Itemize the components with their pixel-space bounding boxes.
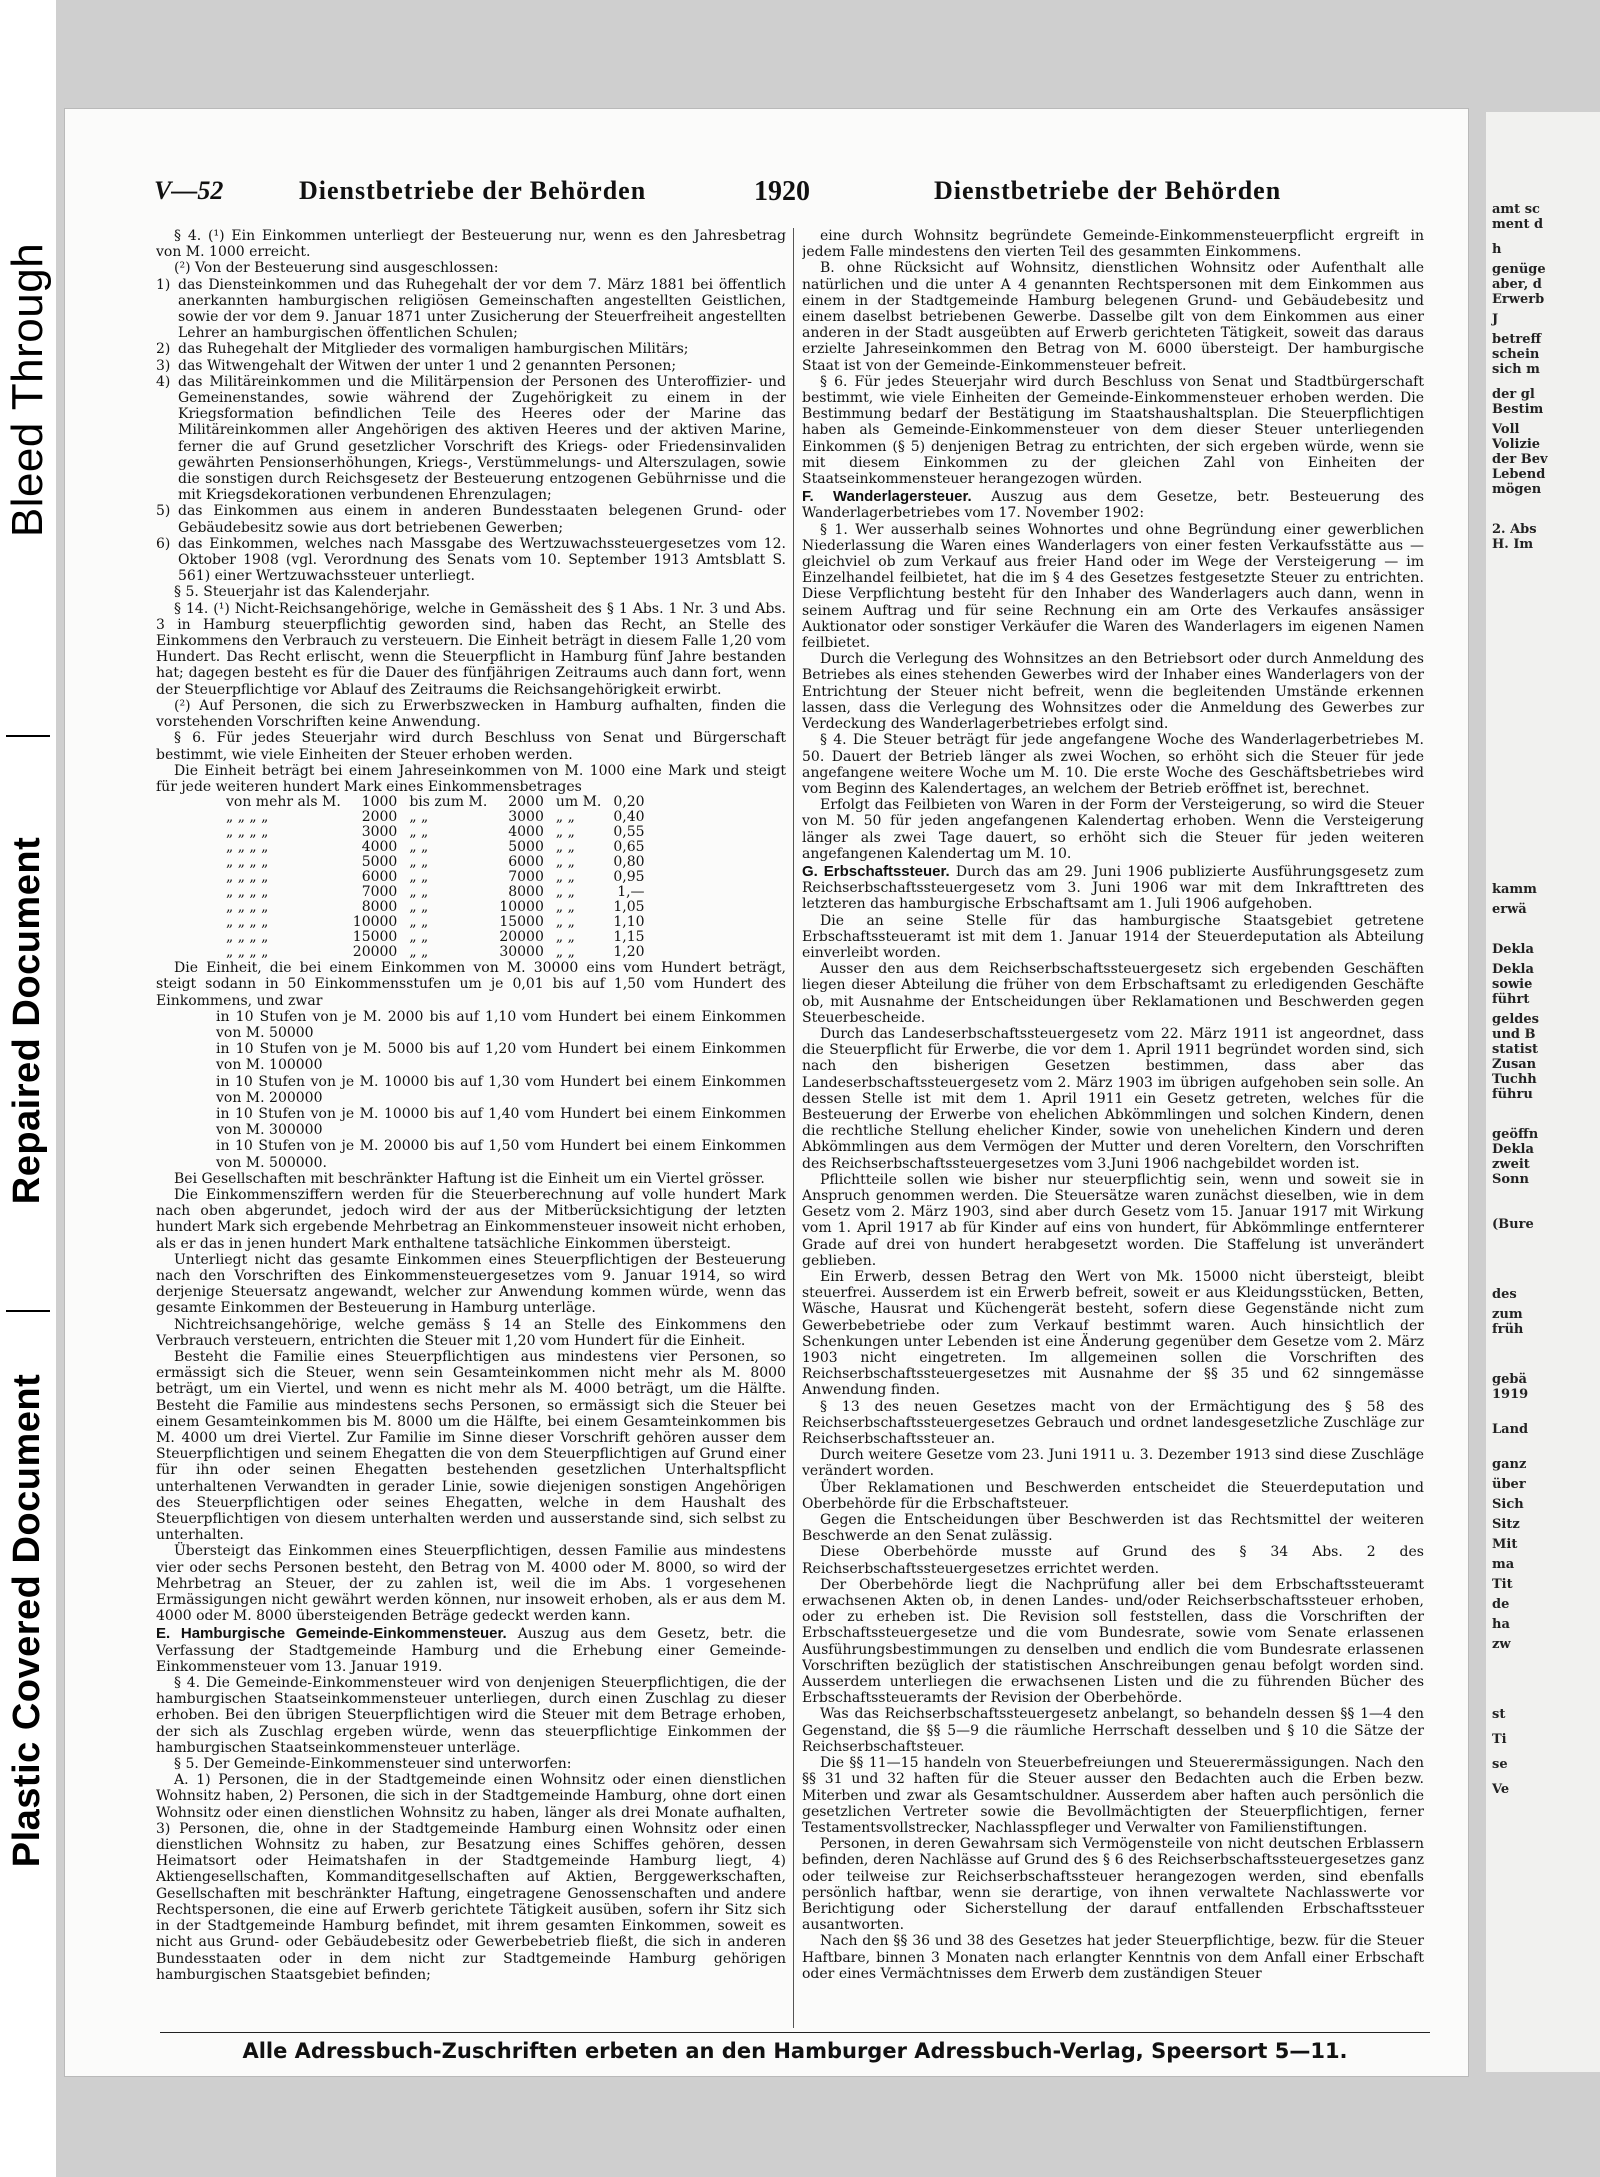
paragraph: Pflichtteile sollen wie bisher nur steuerpflichtig sein, wenn und soweit sie in Anspruch genommen werden. Die Steuersätze waren zunächst dieselben, wie in dem Gesetz vom 2. März 1903, sind aber durch Gesetz vom 15. Januar 1917 mit Wirkung vom 1. April 1917 ab für Kinder auf eins von hundert, für Abkömmlinge entfernterer Grade auf drei von hundert herabgesetzt worden. Die Staffelung ist unverändert geblieben. [802,1171,1424,1269]
neighbor-text-fragment: Bestim [1492,402,1544,417]
rate-row: „ „ „ „ 6000 „ „ 7000 „ „ 0,95 [226,869,645,886]
page-footer: Alle Adressbuch-Zuschriften erbeten an den Hamburger Adressbuch-Verlag, Speersort 5—11. [160,2032,1430,2063]
rate-row: „ „ „ „ 7000 „ „ 8000 „ „ 1,— [226,884,645,901]
neighbor-text-fragment: J [1492,312,1499,327]
neighbor-text-fragment: ganz [1492,1457,1527,1472]
paragraph: § 13 des neuen Gesetzes macht von der Ermächtigung des § 58 des Reichserbschaftssteuergesetzes Gebrauch und ordnet landesgesetzliche Zuschläge zur Reichserbschaftssteuer an. [802,1398,1424,1448]
paragraph: B. ohne Rücksicht auf Wohnsitz, dienstlichen Wohnsitz oder Aufenthalt alle natürlichen und die unter A 4 genannten Rechtspersonen mit dem Einkommen aus einem in der Stadtgemeinde Hamburg belegenen Grund- und Gebäudebesitz und einem daselbst betriebenen Gewerbe. Dasselbe gilt von dem Einkommen aus einer anderen in der Stadt ausgeübten auf Erwerb gerichteten Tätigkeit, soweit das daraus erzielte Jahreseinkommen den Betrag von M. 6000 übersteigt. Der hamburgische Staat ist von der Gemeinde-Einkommensteuer befreit. [802,260,1424,374]
step-line: in 10 Stufen von je M. 2000 bis auf 1,10 vom Hundert bei einem Einkommen von M. 50000 [216,1008,786,1041]
section-heading: G. Erbschaftssteuer. Durch das am 29. Juni 1906 publizierte Ausführungsgesetz zum Reichserbschaftssteuergesetz vom 3. Juni 1906 war mit dem Inkrafttreten des letzteren das hamburgische Erbschaftsamt am 1. Juli 1906 aufgehoben. [802,862,1424,913]
paragraph: Unterliegt nicht das gesamte Einkommen eines Steuerpflichtigen der Besteuerung nach den Vorschriften des Einkommensteuergesetzes vom 9. Januar 1914, so wird derjenige Steuersatz angewandt, welcher zur Anwendung kommen würde, wenn das gesamte Einkommen der Besteuerung in Hamburg unterläge. [156,1251,786,1317]
paragraph: Bei Gesellschaften mit beschränkter Haftung ist die Einheit um ein Viertel grösser. [174,1170,765,1187]
paragraph: Nach den §§ 36 und 38 des Gesetzes hat jeder Steuerpflichtige, bezw. für die Steuer Haftbare, binnen 3 Monaten nach erlangter Kenntnis von dem Anfall einer Erbschaft oder eines Vermächtnisses dem Erwerb dem zuständigen Steuer [802,1933,1424,1982]
neighbor-text-fragment: statist [1492,1042,1539,1057]
neighbor-text-fragment: der Bev [1492,452,1548,467]
neighbor-text-fragment: Dekla [1492,942,1534,957]
neighbor-text-fragment: und B [1492,1027,1536,1042]
step-line: in 10 Stufen von je M. 10000 bis auf 1,30 vom Hundert bei einem Einkommen von M. 200000 [216,1073,786,1106]
neighbor-text-fragment: Volizie [1492,437,1541,452]
paragraph: § 4. Die Gemeinde-Einkommensteuer wird von denjenigen Steuerpflichtigen, die der hamburgischen Staatseinkommensteuer unterliegen, durch einen Zuschlag zu dieser erhoben. Bei den übrigen Steuerpflichtigen wird die Steuer mit dem Betrage erhoben, der sich als Zuschlag ergeben würde, wenn das steuerpflichtige Einkommen der hamburgischen Staatseinkommensteuer unterläge. [156,1675,786,1756]
paragraph: Übersteigt das Einkommen eines Steuerpflichtigen, dessen Familie aus mindestens vier oder sechs Personen besteht, den Betrag von M. 4000 oder M. 8000, so wird der Mehrbetrag an Steuer, der zu zahlen ist, weil die im Abs. 1 vorgesehenen Ermässigungen nicht gewährt werden können, nur insoweit erhoben, als er aus dem M. 4000 oder M. 8000 übersteigenden Beträge gedeckt werden kann. [156,1543,786,1625]
exemption-item: 2) das Ruhegehalt der Mitglieder des vormaligen hamburgischen Militärs; [156,341,689,358]
paragraph: Der Oberbehörde liegt die Nachprüfung aller bei dem Erbschaftssteueramt erwachsenen Akten ob, in denen Landes- und/oder Reichserbschaftssteuer erhoben, oder zu erheben ist. Die Revision soll feststellen, dass die Vorschriften der Erbschaftssteuergesetze und die vom Bundesrate, sowie vom Senate erlassenen Ausführungsbestimmungen zu denselben und endlich die vom Bundesrate erlassenen Vorschriften bezüglich der statistischen Anschreibungen genau befolgt worden sind. Ausserdem unterliegen die erwachsenen Listen und die zu führenden Bücher des Erbschaftssteueramts der Revision der Oberbehörde. [802,1576,1424,1707]
rate-row: „ „ „ „ 2000 „ „ 3000 „ „ 0,40 [226,809,645,826]
neighbor-text-fragment: 1919 [1492,1387,1529,1402]
rate-row: „ „ „ „ 4000 „ „ 5000 „ „ 0,65 [226,839,645,856]
exemption-item: 1) das Diensteinkommen und das Ruhegehalt der vor dem 7. März 1881 bei öffentlich anerkannten hamburgischen religiösen Gemeinschaften angestellten Geistlichen, sowie der vor dem 9. Januar 1871 unter Zusicherung der Steuerfreiheit angestellten Lehrer an hamburgischen öffentlichen Schulen; [156,276,786,342]
neighbor-text-fragment: Sonn [1492,1172,1529,1187]
right-column [802,228,1424,2028]
paragraph: § 4. Die Steuer beträgt für jede angefangene Woche des Wanderlagerbetriebes M. 50. Dauert der Betrieb länger als zwei Wochen, so erhöht sich die Steuer für jede angefangene weitere Woche um M. 10. Die erste Woche des Geschäftsbetriebes wird vom Beginn des Kalendertages, an welchem der Betrieb eröffnet ist, berechnet. [802,732,1424,797]
neighbor-text-fragment: Tuchh [1492,1072,1537,1087]
label-bleed-through: Bleed Through [3,242,53,538]
neighbor-text-fragment: erwä [1492,902,1527,917]
exemption-item: 5) das Einkommen aus einem in anderen Bundesstaaten belegenen Grund- oder Gebäudebesitz sowie aus dort betriebenen Gewerben; [156,503,786,536]
step-line: in 10 Stufen von je M. 10000 bis auf 1,40 vom Hundert bei einem Einkommen von M. 300000 [216,1105,786,1139]
paragraph: Durch die Verlegung des Wohnsitzes an den Betriebsort oder durch Anmeldung des Betriebes als eines stehenden Gewerbes wird der Inhaber eines Wanderlagers von der Entrichtung der Steuer nicht befreit, wenn die begleitenden Umstände erkennen lassen, dass die Verlegung des Wohnsitzes oder die Anmeldung des Gewerbes zur Verdeckung des Wanderlagerbetriebes erfolgt sind. [802,651,1424,733]
neighbor-text-fragment: Land [1492,1422,1529,1437]
paragraph: Besteht die Familie eines Steuerpflichtigen aus mindestens vier Personen, so ermässigt sich die Steuer, wenn sein Gesamteinkommen nicht mehr als M. 8000 beträgt, um ein Viertel, und wenn es nicht mehr als M. 4000 beträgt, um die Hälfte. Besteht die Familie aus mindestens sechs Personen, so ermässigt sich die Steuer bei einem Gesamteinkommen bis M. 8000 um die Hälfte, bei einem Gesamteinkommen bis M. 4000 um drei Viertel. Zur Familie im Sinne dieser Vorschrift gehören ausser dem Steuerpflichtigen und seinem Ehegatten die von dem Steuerpflichtigen auf Grund einer für ihn oder seinen Ehegatten bestehenden gesetzlichen Unterhaltspflicht unterhaltenen Verwandten in gerader Linie, sowie diejenigen sonstigen Angehörigen des Steuerpflichtigen oder seines Ehegatten, welche in dem Haushalt des Steuerpflichtigen von diesem unterhalten werden und ausserstande sind, sich selbst zu unterhalten. [156,1348,786,1544]
paragraph: § 5. Steuerjahr ist das Kalenderjahr. [174,584,431,601]
paragraph: § 6. Für jedes Steuerjahr wird durch Beschluss von Senat und Stadtbürgerschaft bestimmt, wie viele Einheiten der Gemeinde-Einkommensteuer erhoben werden. Die Bestimmung bedarf der Bestätigung im Staatshaushaltsplan. Die Steuerpflichtigen haben als Gemeinde-Einkommensteuer von dem dieser Steuer unterliegenden Einkommen (§ 5) denjenigen Betrag zu entrichten, der sich ergeben würde, wenn sie mit diesem Einkommen zu der gleichen Zahl von Einheiten der Staatseinkommensteuer herangezogen würden. [802,373,1424,488]
paragraph: § 1. Wer ausserhalb seines Wohnortes und ohne Begründung einer gewerblichen Niederlassung die Waren eines Wanderlagers von einer festen Verkaufsstätte aus — gleichviel ob zum Verkauf aus freier Hand oder im Wege der Versteigerung — im Einzelhandel feilbietet, hat die im § 4 des Gesetzes festgesetzte Steuer zu entrichten. Diese Verpflichtung besteht für den Inhaber des Wanderlagers auch dann, wenn in seinem Auftrag und für seine Rechnung ein am Orte des Verkaufes ansässiger Auktionator oder sonstiger Verkäufer die Waren des Wanderlagers im eigenen Namen feilbietet. [802,521,1424,652]
paragraph: Personen, in deren Gewahrsam sich Vermögensteile von nicht deutschen Erblassern befinden, deren Nachlässe auf Grund des § 6 des Reichserbschaftssteuergesetzes ganz oder teilweise zur Reichserbschaftssteuer herangezogen werden, sind ebenfalls persönlich haftbar, wenn sie derartige, von ihnen verwaltete Nachlasswerte vor Berichtigung oder Sicherstellung der darauf entfallenden Erbschaftssteuer ausantworten. [802,1836,1424,1934]
neighbor-text-fragment: Mit [1492,1537,1518,1552]
side-label-strip [0,0,56,2177]
label-repaired-document: Repaired Document [6,836,49,1204]
paragraph: Die §§ 11—15 handeln von Steuerbefreiungen und Steuerermässigungen. Nach den §§ 31 und 32 haften für die Steuer ausser den Bedachten auch die Erben bezw. Miterben und zwar als Gesamtschuldner. Ausserdem aber haften auch persönlich die gesetzlichen Vertreter sowie die Bevollmächtigten der Steuerpflichtigen, ferner Testamentsvollstrecker, Nachlasspfleger und Verwalter von Familienstiftungen. [802,1755,1424,1836]
paragraph: Durch das Landeserbschaftssteuergesetz vom 22. März 1911 ist angeordnet, dass die Steuerpflicht für Erwerbe, die vor dem 1. April 1911 begründet worden sind, sich nach den bisherigen Gesetzen bestimmen, dass aber das Landeserbschaftssteuergesetz vom 2. März 1903 im übrigen aufgehoben sein solle. An dessen Stelle ist mit dem 1. April 1911 ein Gesetz getreten, welches für die Besteuerung der Erwerbe von ehelichen Abkömmlingen und solchen Kindern, denen die rechtliche Stellung ehelicher Kinder, sowie von unehelichen Kindern und deren Abkömmlingen aus dem Vermögen der Mutter und deren Voreltern, den Vorschriften des Reichserbschaftssteuergesetzes vom 3.Juni 1906 nachgebildet worden ist. [802,1025,1424,1172]
paragraph: A. 1) Personen, die in der Stadtgemeinde einen Wohnsitz oder einen dienstlichen Wohnsitz haben, 2) Personen, die sich in der Stadtgemeinde Hamburg, ohne dort einen Wohnsitz oder einen dienstlichen Wohnsitz zu haben, länger als drei Monate aufhalten, 3) Personen, die, ohne in der Stadtgemeinde Hamburg einen Wohnsitz oder einen dienstlichen Wohnsitz zu haben, zur Besatzung eines Schiffes gehören, dessen Heimatsort oder Heimatshafen in der Stadtgemeinde Hamburg liegt, 4) Aktiengesellschaften, Kommanditgesellschaften auf Aktien, Berggewerkschaften, Gesellschaften mit beschränkter Haftung, eingetragene Genossenschaften und andere Rechtspersonen, die eine auf Erwerb gerichtete Tätigkeit ausüben, sofern ihr Sitz sich in der Stadtgemeinde Hamburg befindet, mit ihrem gesamten Einkommen, soweit es nicht aus Grund- oder Gebäudebesitz oder Gewerbebetrieb fließt, die sich in anderen Bundesstaaten oder in dem nicht zur Stadtgemeinde Hamburg gehörigen hamburgischen Staatsgebiet befinden; [156,1772,786,1983]
neighbor-text-fragment: aber, d [1492,277,1542,292]
neighbor-text-fragment: Sich [1492,1497,1524,1512]
neighbor-text-fragment: de [1492,1597,1510,1612]
rate-row: „ „ „ „ 8000 „ „ 10000 „ „ 1,05 [226,899,645,916]
label-divider [6,1310,50,1312]
left-column [156,228,786,2028]
paragraph: Die Einkommensziffern werden für die Steuerberechnung auf volle hundert Mark nach oben abgerundet, jedoch wird der aus der Mitberücksichtigung der letzten hundert Mark sich ergebende Mehrbetrag an Einkommensteuer insoweit nicht erhoben, als er das in jenen hundert Mark enthaltene tatsächliche Einkommen übersteigt. [156,1186,786,1252]
neighbor-text-fragment: zweit [1492,1157,1530,1172]
rate-row: „ „ „ „ 20000 „ „ 30000 „ „ 1,20 [226,944,645,961]
neighbor-text-fragment: Tit [1492,1577,1513,1592]
neighbor-text-fragment: 2. Abs [1492,522,1537,537]
neighbor-text-fragment: gebä [1492,1372,1527,1387]
neighbor-text-fragment: kamm [1492,882,1537,897]
neighbor-text-fragment: früh [1492,1322,1524,1337]
neighbor-text-fragment: zw [1492,1637,1511,1652]
neighbor-text-fragment: betreff [1492,332,1542,347]
running-title-left: Dienstbetriebe der Behörden [299,176,647,205]
paragraph: Die an seine Stelle für das hamburgische Staatsgebiet getretene Erbschaftssteueramt ist mit dem 1. Januar 1914 der Steuerdeputation als Abteilung einverleibt worden. [802,912,1424,961]
neighbor-page-edge [1486,112,1600,2072]
neighbor-text-fragment: amt sc [1492,202,1540,217]
exemption-item: 3) das Witwengehalt der Witwen der unter 1 und 2 genannten Personen; [156,357,677,374]
neighbor-text-fragment: se [1492,1757,1508,1772]
rate-row: von mehr als M. 1000 bis zum M. 2000 um M. 0,20 [226,794,645,811]
neighbor-text-fragment: ment d [1492,217,1544,232]
neighbor-text-fragment: mögen [1492,482,1542,497]
neighbor-text-fragment: geldes [1492,1012,1539,1027]
paragraph: Diese Oberbehörde musste auf Grund des § 34 Abs. 2 des Reichserbschaftssteuergesetzes errichtet werden. [802,1544,1424,1577]
section-heading: F. Wanderlagersteuer. Auszug aus dem Gesetze, betr. Besteuerung des Wanderlagerbetriebes vom 17. November 1902: [802,488,1424,522]
neighbor-text-fragment: Erwerb [1492,292,1545,307]
neighbor-text-fragment: führu [1492,1087,1533,1102]
paragraph: (²) Von der Besteuerung sind ausgeschlossen: [174,260,499,277]
neighbor-text-fragment: führt [1492,992,1530,1007]
label-plastic-covered-document: Plastic Covered Document [6,1373,49,1867]
neighbor-text-fragment: zum [1492,1307,1523,1322]
neighbor-text-fragment: Voll [1492,422,1520,437]
label-divider [6,735,50,737]
exemption-item: 6) das Einkommen, welches nach Massgabe des Wertzuwachssteuergesetzes vom 12. Oktober 1908 (vgl. Verordnung des Senats vom 10. September 1913 Amtsblatt S. 561) einer Wertzuwachssteuer unterliegt. [156,535,786,585]
page-sheet [64,108,1469,2077]
exemption-item: 4) das Militäreinkommen und die Militärpension der Personen des Unteroffizier- und Gemeinenstandes, sowie während der Zugehörigkeit zu einem in der Kriegsformation befindlichen Teile des Heeres oder der Marine das Militäreinkommen aller Angehörigen des aktiven Heeres und der aktiven Marine, ferner die auf Grund gesetzlicher Vorschrift des Kriegs- oder Friedensinvaliden gewährten Pensionserhöhungen, Kriegs-, Verstümmelungs- und Alterszulagen, sowie die sonstigen durch Reichsgesetz der Besteuerung entzogenen Gebührnisse und die mit Kriegsdekorationen verbundenen Ehrenzulagen; [156,373,786,504]
scanned-page [56,0,1600,2177]
paragraph: Über Reklamationen und Beschwerden entscheidet die Steuerdeputation und Oberbehörde für die Erbschaftsteuer. [802,1479,1424,1512]
step-line: in 10 Stufen von je M. 20000 bis auf 1,50 vom Hundert bei einem Einkommen von M. 500000. [216,1138,786,1171]
paragraph: § 4. (¹) Ein Einkommen unterliegt der Besteuerung nur, wenn es den Jahresbetrag von M. 1000 erreicht. [156,228,786,261]
step-line: in 10 Stufen von je M. 5000 bis auf 1,20 vom Hundert bei einem Einkommen von M. 100000 [216,1041,786,1074]
neighbor-text-fragment: der gl [1492,387,1535,402]
paragraph: Gegen die Entscheidungen über Beschwerden ist das Rechtsmittel der weiteren Beschwerde an den Senat zulässig. [802,1512,1424,1545]
neighbor-text-fragment: Dekla [1492,1142,1534,1157]
paragraph: (²) Auf Personen, die sich zu Erwerbszwecken in Hamburg aufhalten, finden die vorstehenden Vorschriften keine Anwendung. [156,697,786,731]
page-year: 1920 [754,176,810,207]
neighbor-text-fragment: h [1492,242,1502,257]
rate-row: „ „ „ „ 10000 „ „ 15000 „ „ 1,10 [226,914,645,931]
neighbor-text-fragment: des [1492,1287,1517,1302]
neighbor-text-fragment: schein [1492,347,1540,362]
paragraph: Die Einheit, die bei einem Einkommen von M. 30000 eins vom Hundert beträgt, steigt sodann in 50 Einkommensstufen um je 0,01 bis auf 1,50 vom Hundert des Einkommens, und zwar [156,960,786,1009]
neighbor-text-fragment: sich m [1492,362,1540,377]
rate-row: „ „ „ „ 3000 „ „ 4000 „ „ 0,55 [226,824,645,841]
neighbor-text-fragment: ha [1492,1617,1510,1632]
paragraph: Ein Erwerb, dessen Betrag den Wert von Mk. 15000 nicht übersteigt, bleibt steuerfrei. Ausserdem ist ein Erwerb befreit, soweit er aus Kleidungsstücken, Betten, Wäsche, Hausrat und Küchengerät besteht, sofern diese Gegenstände nicht zum Gewerbebetriebe oder zum Verkauf bestimmt waren. Auch hinsichtlich der Schenkungen unter Lebenden ist eine Änderung gegenüber dem Gesetze vom 2. März 1903 nicht eingetreten. Im allgemeinen sollen die Vorschriften des Reichserbschaftssteuergesetzes mit Ausnahme der §§ 35 und 62 sinngemässe Anwendung finden. [802,1269,1424,1399]
rate-row: „ „ „ „ 15000 „ „ 20000 „ „ 1,15 [226,929,645,946]
column-divider [793,228,794,2028]
neighbor-text-fragment: Ti [1492,1732,1507,1747]
paragraph: Nichtreichsangehörige, welche gemäss § 14 an Stelle des Einkommens den Verbrauch versteuern, entrichten die Steuer mit 1,20 vom Hundert für die Einheit. [156,1316,786,1349]
page-header [154,176,1334,210]
neighbor-text-fragment: Ve [1492,1782,1510,1797]
page-number: V—52 [154,176,224,205]
paragraph: § 5. Der Gemeinde-Einkommensteuer sind unterworfen: [174,1756,572,1773]
paragraph: Was das Reichserbschaftssteuergesetz anbelangt, so behandeln dessen §§ 1—4 den Gegenstand, die §§ 5—9 die räumliche Herrschaft desselben und § 10 die Sätze der Reichserbschaftsteuer. [802,1706,1424,1755]
paragraph: Die Einheit beträgt bei einem Jahreseinkommen von M. 1000 eine Mark und steigt für jede weiteren hundert Mark eines Einkommensbetrages [156,762,786,795]
neighbor-text-fragment: Sitz [1492,1517,1520,1532]
neighbor-text-fragment: H. Im [1492,537,1534,552]
neighbor-text-fragment: sowie [1492,977,1533,992]
neighbor-text-fragment: (Bure [1492,1217,1534,1232]
paragraph: § 14. (¹) Nicht-Reichsangehörige, welche in Gemässheit des § 1 Abs. 1 Nr. 3 und Abs. 3 in Hamburg steuerpflichtig geworden sind, haben das Recht, an Stelle des Einkommens den Verbrauch zu versteuern. Die Einheit beträgt in diesem Falle 1,20 vom Hundert. Das Recht erlischt, wenn die Steuerpflicht in Hamburg fünf Jahre bestanden hat; dagegen besteht es für die Dauer des fünfjährigen Zeitraums auch dann fort, wenn der Steuerpflichtige vor Ablauf des Zeitraums die Reichsangehörigkeit erwirbt. [156,600,786,698]
neighbor-text-fragment: Lebend [1492,467,1546,482]
neighbor-text-fragment: genüge [1492,262,1546,277]
section-heading: E. Hamburgische Gemeinde-Einkommensteuer. Auszug aus dem Gesetz, betr. die Verfassung der Stadtgemeinde Hamburg und die Erhebung einer Gemeinde-Einkommensteuer vom 13. Januar 1919. [156,1625,786,1675]
neighbor-text-fragment: geöffn [1492,1127,1539,1142]
paragraph: eine durch Wohnsitz begründete Gemeinde-Einkommensteuerpflicht ergreift in jedem Falle mindestens den vierten Teil des gesammten Einkommens. [802,228,1424,261]
running-title-right: Dienstbetriebe der Behörden [934,176,1282,205]
rate-row: „ „ „ „ 5000 „ „ 6000 „ „ 0,80 [226,854,645,871]
paragraph: Ausser den aus dem Reichserbschaftssteuergesetz sich ergebenden Geschäften liegen dieser Abteilung die früher von dem Erbschaftsamt zu erledigenden Geschäfte ob, mit Ausnahme der Entscheidungen über Reklamationen und Beschwerden gegen Steuerbescheide. [802,961,1424,1026]
paragraph: § 6. Für jedes Steuerjahr wird durch Beschluss von Senat und Bürgerschaft bestimmt, wie viele Einheiten der Steuer erhoben werden. [156,730,786,763]
neighbor-text-fragment: st [1492,1707,1506,1722]
neighbor-text-fragment: Dekla [1492,962,1534,977]
tax-rate-table [220,795,651,960]
neighbor-text-fragment: über [1492,1477,1526,1492]
neighbor-text-fragment: ma [1492,1557,1515,1572]
neighbor-text-fragment: Zusan [1492,1057,1537,1072]
paragraph: Durch weitere Gesetze vom 23. Juni 1911 u. 3. Dezember 1913 sind diese Zuschläge verändert worden. [802,1447,1424,1480]
paragraph: Erfolgt das Feilbieten von Waren in der Form der Versteigerung, so wird die Steuer von M. 50 für jeden angefangenen Kalendertag erhoben. Wenn die Versteigerung länger als zwei Tage dauert, so erhöht sich die Steuer für jeden weiteren angefangenen Kalendertag um M. 10. [802,797,1424,862]
